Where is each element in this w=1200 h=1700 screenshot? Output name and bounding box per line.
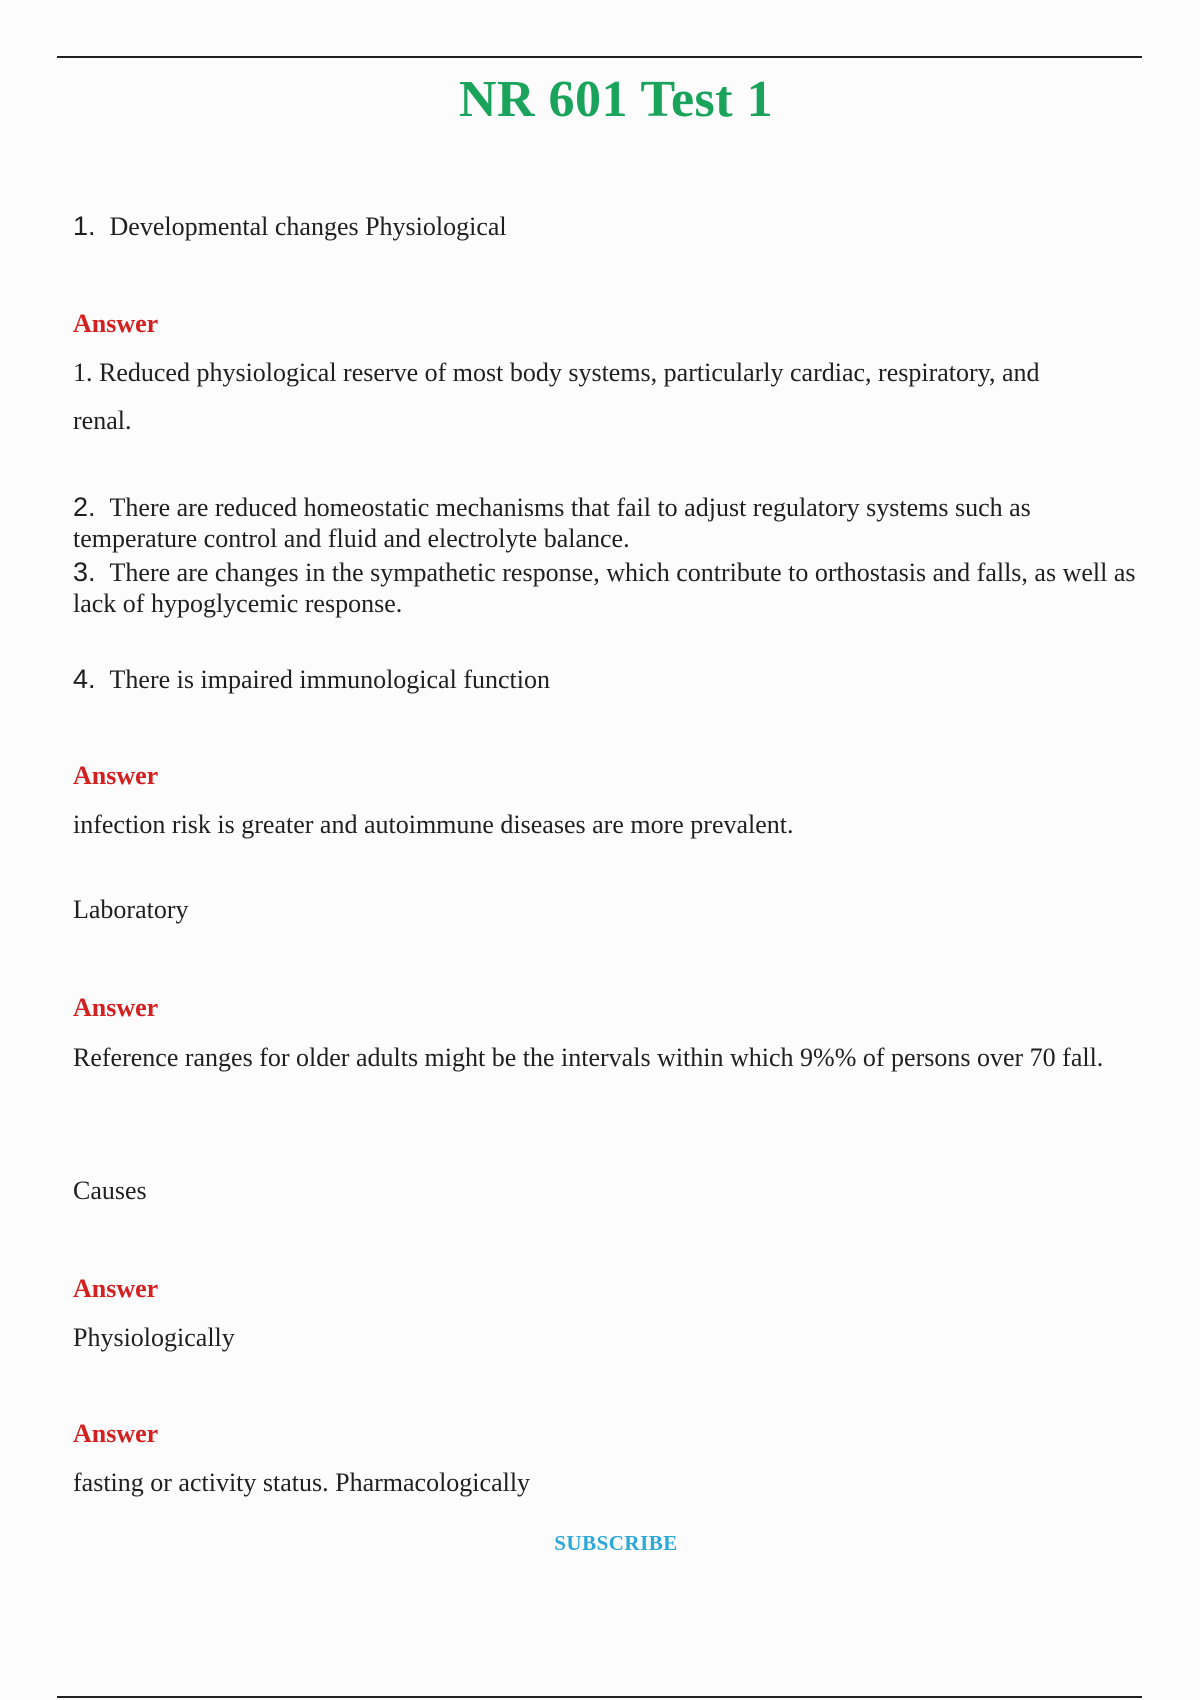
question-number: 2. [73,492,96,522]
question-number: 1. [73,211,96,241]
answer-text: Physiologically [73,1323,235,1352]
question-text: Developmental changes Physiological [109,212,507,241]
answer-label: Answer [73,1274,159,1303]
question-number: 3. [73,557,96,587]
question-1 [73,210,1153,243]
answer-text: Reference ranges for older adults might be the intervals within which 9%% of persons over 70 fall. [73,1043,1104,1072]
section-heading-laboratory: Laboratory [73,895,189,924]
document-title: NR 601 Test 1 [458,71,774,128]
answer-label: Answer [73,761,159,790]
answer-label: Answer [73,1419,159,1448]
answer-label: Answer [73,309,159,338]
question-4 [73,663,1153,696]
question-text: There is impaired immunological function [109,665,550,694]
question-3 [73,557,1153,619]
question-2 [73,492,1153,554]
subscribe-link[interactable]: SUBSCRIBE [554,1531,678,1555]
answer-text: fasting or activity status. Pharmacologically [73,1468,531,1497]
question-text: There are reduced homeostatic mechanisms that fail to adjust regulatory systems such as temperature control and fluid and electrolyte balance. [73,493,1031,553]
answer-text: 1. Reduced physiological reserve of most body systems, particularly cardiac, respiratory, and renal. [73,358,1040,435]
bottom-rule [57,1696,1142,1698]
top-rule [57,56,1142,58]
section-heading-causes: Causes [73,1176,147,1205]
question-number: 4. [73,664,96,694]
answer-text: infection risk is greater and autoimmune diseases are more prevalent. [73,810,794,839]
answer-label: Answer [73,993,159,1022]
question-text: There are changes in the sympathetic response, which contribute to orthostasis and falls, as well as lack of hypoglycemic response. [73,558,1136,618]
